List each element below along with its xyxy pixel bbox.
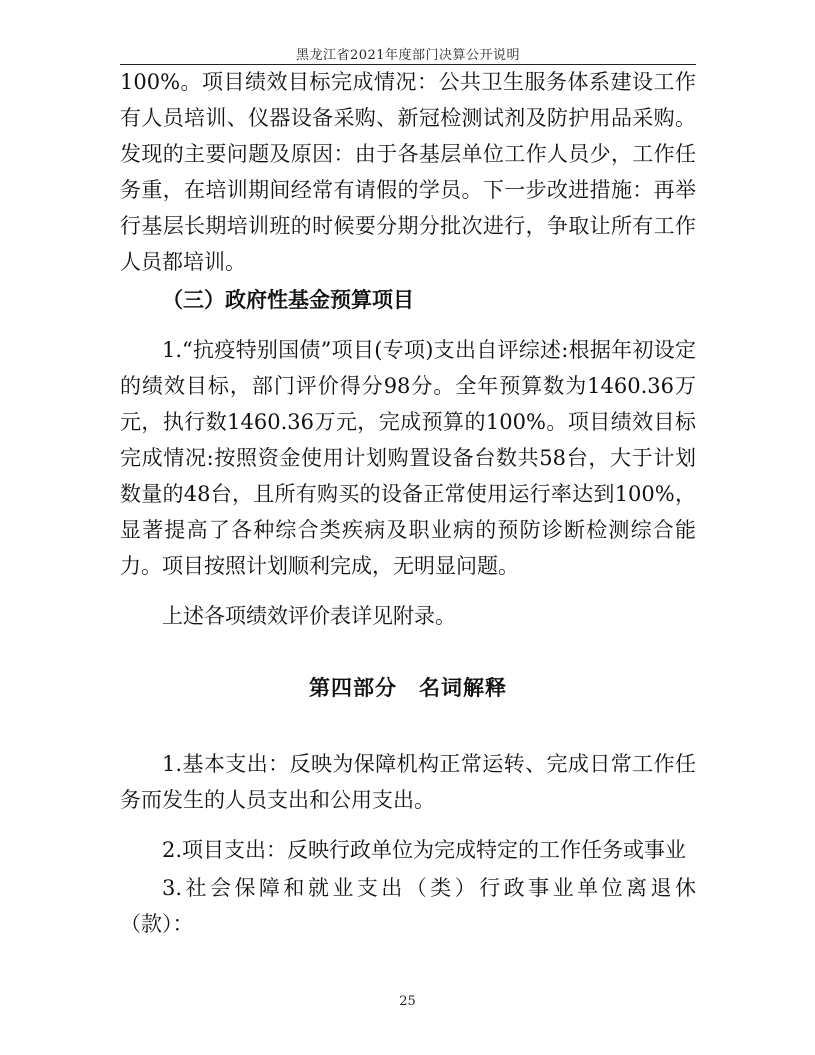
subheading-government-fund: （三）政府性基金预算项目 — [162, 287, 414, 312]
paragraph-anti-epidemic-bond: 1.“抗疫特别国债”项目(专项)支出自评综述:根据年初设定的绩效目标，部门评价得分98分。全年预算数为1460.36万元，执行数1460.36万元，完成预算的100%。项目绩效目标完成情况:按照资金使用计划购置设备台数共58台，大于计划数量的48台，且所有购买的设备正常使用运行率达到100%，显著提高了各种综合类疾病及职业病的预防诊断检测综合能力。项目按照计划顺利完成，无明显问题。 — [120, 338, 696, 578]
paragraph-social-security: 3.社会保障和就业支出（类）行政事业单位离退休（款）： — [120, 876, 696, 936]
section-title: 第四部分 名词解释 — [309, 676, 507, 700]
paragraph-project-expenditure: 2.项目支出：反映行政单位为完成特定的工作任务或事业 — [162, 838, 687, 862]
paragraph-basic-expenditure: 1.基本支出：反映为保障机构正常运转、完成日常工作任务而发生的人员支出和公用支出。 — [120, 752, 696, 812]
paragraph-project-performance: 100%。项目绩效目标完成情况：公共卫生服务体系建设工作有人员培训、仪器设备采购、新冠检测试剂及防护用品采购。发现的主要问题及原因：由于各基层单位工作人员少，工作任务重，在培训期间经常有请假的学员。下一步改进措施：再举行基层长期培训班的时候要分期分批次进行，争取让所有工作人员都培训。 — [120, 70, 696, 274]
page-header: 黑龙江省2021年度部门决算公开说明 — [295, 48, 521, 63]
page-number: 25 — [399, 994, 416, 1009]
paragraph-appendix-note: 上述各项绩效评价表详见附录。 — [162, 604, 456, 628]
document-body — [120, 64, 696, 942]
